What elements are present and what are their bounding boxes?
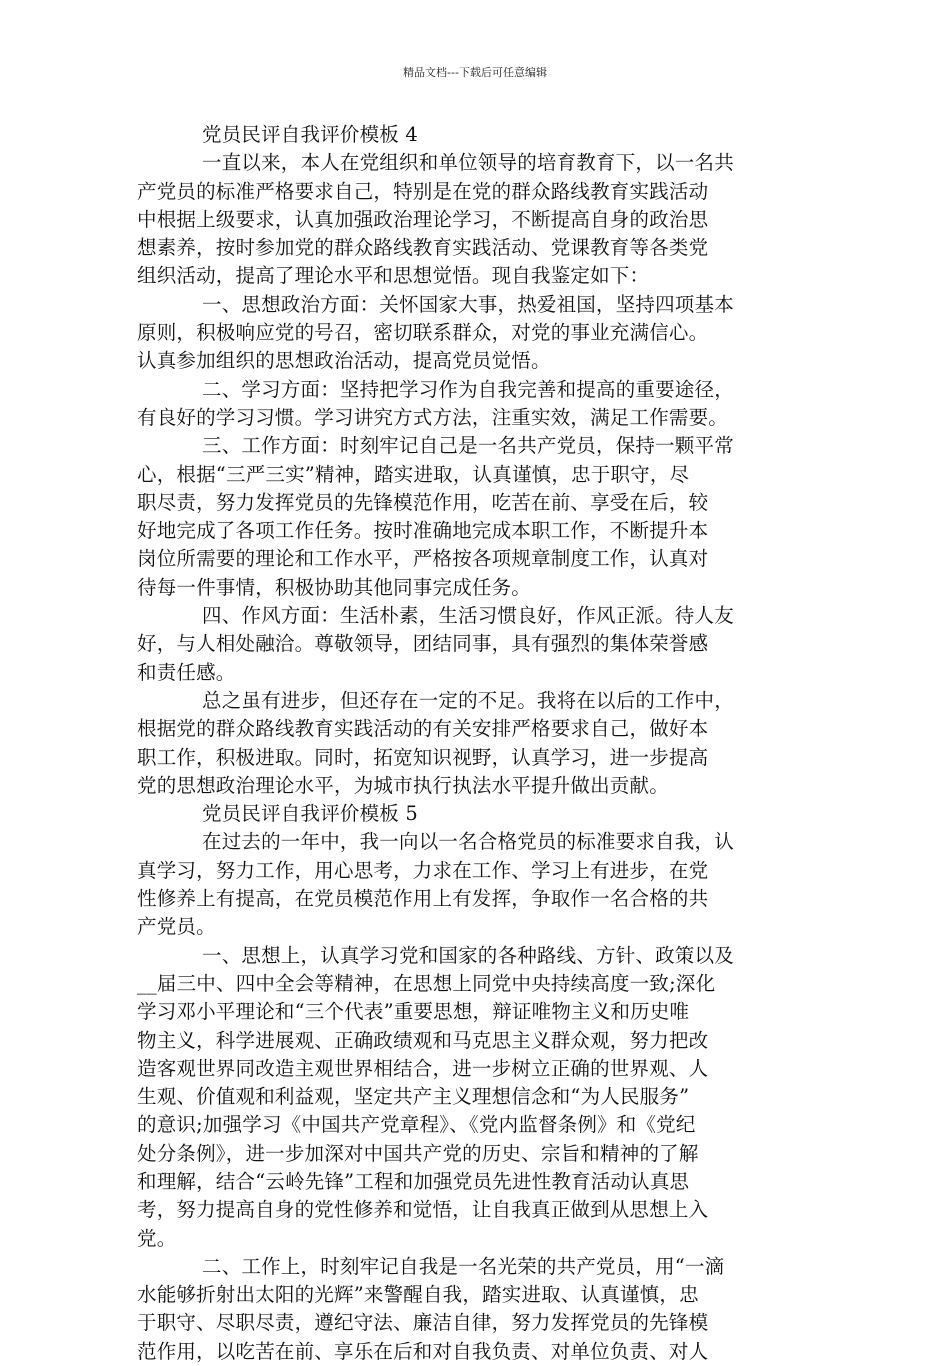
text-line: 岗位所需要的理论和工作水平，严格按各项规章制度工作，认真对 [137, 547, 709, 571]
text-line: 的意识;加强学习《中国共产党章程》、《党内监督条例》和《党纪 [137, 1113, 696, 1137]
text-line: 产党员的标准严格要求自己，特别是在党的群众路线教育实践活动 [137, 179, 709, 203]
paragraph [137, 121, 813, 149]
text-line: 职工作，积极进取。同时，拓宽知识视野，认真学习，进一步提高 [137, 745, 709, 769]
text-line: 职尽责，努力发挥党员的先锋模范作用，吃苦在前、享受在后，较 [137, 490, 709, 514]
text-line: 产党员。 [137, 915, 216, 939]
text-line: 造客观世界同改造主观世界相结合，进一步树立正确的世界观、人 [137, 1056, 709, 1080]
paragraph [137, 687, 813, 800]
text-line: 好地完成了各项工作任务。按时准确地完成本职工作，不断提升本 [137, 519, 709, 543]
page-header: 精品文档---下载后可任意编辑 [403, 66, 547, 79]
text-line: 党员民评自我评价模板 5 [202, 802, 419, 826]
paragraph [137, 602, 813, 687]
text-line: 生观、价值观和利益观，坚定共产主义理想信念和“为人民服务” [137, 1085, 690, 1109]
text-line: 处分条例》，进一步加深对中国共产党的历史、宗旨和精神的了解 [137, 1141, 699, 1165]
text-line: 党的思想政治理论水平，为城市执行执法水平提升做出贡献。 [137, 773, 669, 797]
text-line: 好，与人相处融洽。尊敬领导，团结同事，具有强烈的集体荣誉感 [137, 632, 709, 656]
text-line: 总之虽有进步，但还存在一定的不足。我将在以后的工作中， [202, 688, 734, 712]
text-line: 一、思想上，认真学习党和国家的各种路线、方针、政策以及 [202, 943, 734, 967]
paragraph [137, 800, 813, 828]
text-line: 物主义，科学进展观、正确政绩观和马克思主义群众观，努力把改 [137, 1028, 709, 1052]
text-line: 二、学习方面：坚持把学习作为自我完善和提高的重要途径， [202, 377, 734, 401]
text-line: 学习邓小平理论和“三个代表”重要思想，辩证唯物主义和历史唯 [137, 1000, 690, 1024]
text-line: 党员民评自我评价模板 4 [202, 123, 419, 146]
paragraph [137, 432, 813, 602]
text-line: 待每一件事情，积极协助其他同事完成任务。 [137, 575, 532, 599]
text-line: 和理解，结合“云岭先锋”工程和加强党员先进性教育活动认真思 [137, 1169, 690, 1193]
text-line: 和责任感。 [137, 660, 236, 684]
text-line: 原则，积极响应党的号召，密切联系群众，对党的事业充满信心。 [137, 321, 709, 345]
paragraph [137, 942, 813, 1253]
text-line: 一、思想政治方面：关怀国家大事，热爱祖国，坚持四项基本 [202, 292, 734, 316]
text-line: 心，根据“三严三实”精神，踏实进取，认真谨慎，忠于职守，尽 [137, 462, 690, 486]
paragraph [137, 1253, 813, 1366]
paragraph [137, 291, 813, 376]
text-line: 四、作风方面：生活朴素，生活习惯良好，作风正派。待人友 [202, 604, 734, 628]
text-line: 认真参加组织的思想政治活动，提高党员觉悟。 [137, 349, 551, 373]
text-line: 三、工作方面：时刻牢记自己是一名共产党员，保持一颗平常 [202, 434, 734, 458]
paragraph [137, 828, 813, 941]
text-line: 想素养，按时参加党的群众路线教育实践活动、党课教育等各类党 [137, 236, 709, 260]
text-line: 在过去的一年中，我一向以一名合格党员的标准要求自我，认 [202, 830, 734, 854]
text-line: 于职守、尽职尽责，遵纪守法、廉洁自律，努力发挥党员的先锋模 [137, 1311, 709, 1335]
paragraph [137, 149, 813, 290]
text-line: 考，努力提高自身的党性修养和觉悟，让自我真正做到从思想上入 [137, 1198, 709, 1222]
text-line: 有良好的学习习惯。学习讲究方式方法，注重实效，满足工作需要。 [137, 405, 729, 429]
text-line: 党。 [137, 1226, 177, 1250]
text-line: 二、工作上，时刻牢记自我是一名光荣的共产党员，用“一滴 [202, 1254, 725, 1278]
text-line: 组织活动，提高了理论水平和思想觉悟。现自我鉴定如下： [137, 264, 650, 288]
text-line: 真学习，努力工作，用心思考，力求在工作、学习上有进步，在党 [137, 858, 709, 882]
text-line: 根据党的群众路线教育实践活动的有关安排严格要求自己，做好本 [137, 717, 709, 741]
text-line: 一直以来，本人在党组织和单位领导的培育教育下，以一名共 [202, 151, 734, 175]
text-line: 范作用，以吃苦在前、享乐在后和对自我负责、对单位负责、对人 [137, 1339, 709, 1363]
text-line: 性修养上有提高，在党员模范作用上有发挥，争取作一名合格的共 [137, 887, 709, 911]
text-line: __届三中、四中全会等精神，在思想上同党中央持续高度一致;深化 [137, 971, 716, 995]
text-line: 水能够折射出太阳的光辉”来警醒自我，踏实进取、认真谨慎，忠 [137, 1283, 699, 1307]
paragraph [137, 376, 813, 433]
text-line: 中根据上级要求，认真加强政治理论学习，不断提高自身的政治思 [137, 207, 709, 231]
document-body [137, 121, 813, 1366]
